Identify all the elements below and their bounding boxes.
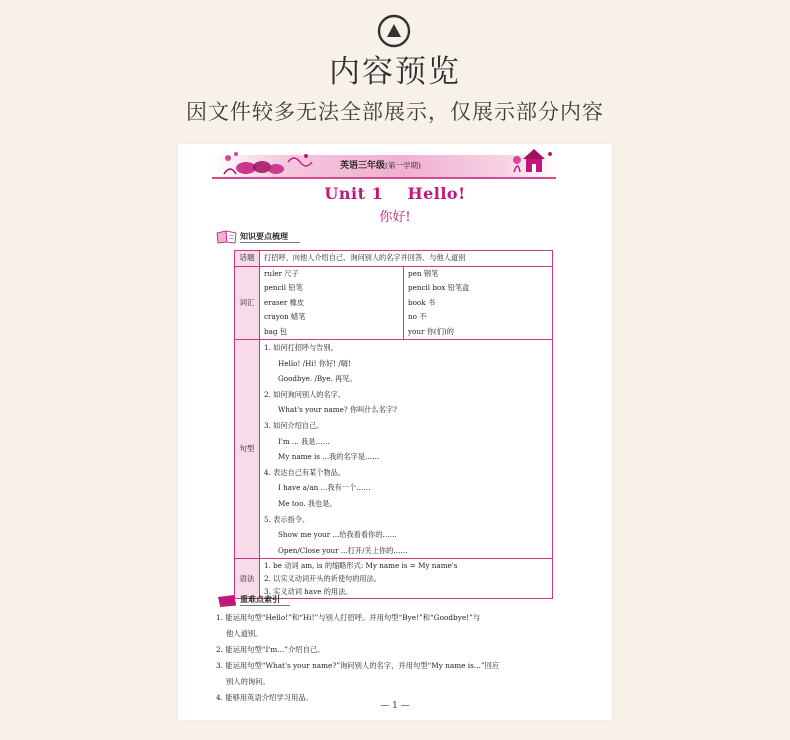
sentence-line: Open/Close your ...打开/关上你的…… [278,545,408,555]
book-term: (第一学期) [385,161,421,170]
keypoint-item: 2. 能运用句型“I'm...”介绍自己。 [216,645,325,654]
book-title: 英语三年级(第一学期) [340,161,421,171]
row-label-grammar: 语法 [235,559,260,599]
sentence-line: 3. 如何介绍自己。 [264,420,324,430]
table-row-topic [235,251,553,267]
vocab-item: ruler 尺子 [264,268,299,278]
row-label-vocab: 词汇 [235,266,260,340]
section-keypoints-label: 重难点索引 [240,594,280,604]
section-knowledge-label: 知识要点梳理 [240,231,288,241]
keypoint-item: 3. 能运用句型“What's your name?”询问别人的名字，并用句型“My name is...”回应 [216,661,500,670]
house-decoration-icon [508,142,556,178]
keypoint-item: 别人的询问。 [226,677,270,686]
vocab-right-column [404,266,553,340]
book-icon [216,230,238,244]
vocab-item: bag 包 [264,326,287,336]
grammar-line: 3. 实义动词 have 的用法。 [264,587,353,597]
vocab-item: pencil box 铅笔盒 [408,283,470,292]
page-subtitle: 因文件较多无法全部展示，仅展示部分内容 [186,100,604,124]
book-icon [216,593,238,607]
section-keypoints-header [216,593,556,607]
vocab-item: no 不 [408,312,427,321]
sentence-line: What's your name? 你叫什么名字? [278,405,397,415]
sentence-line: I'm ... 我是…… [278,436,330,446]
grammar-line: 2. 以实义动词开头的祈使句的用法。 [264,574,381,584]
sentence-line: My name is ...我的名字是…… [278,452,380,462]
section-rule [240,242,300,243]
chevron-up-circle-icon [377,14,411,48]
page-number: — 1 — [380,701,410,711]
sentence-line: 5. 表示指令。 [264,514,310,524]
page-title: 内容预览 [329,54,461,90]
sentence-line: Show me your ...给我看看你的…… [278,530,397,540]
table-row-vocab [235,266,553,340]
sentence-line: Goodbye. /Bye. 再见。 [278,374,357,384]
vocab-item: book 书 [408,297,436,307]
topic-text: 打招呼、向他人介绍自己、询问别人的名字并回答、与他人道别 [260,251,553,267]
vocab-left-column [260,266,404,340]
vocab-item: pen 钢笔 [408,268,439,278]
sentence-line: 2. 如何询问别人的名字。 [264,389,346,399]
keypoint-item: 他人道别。 [226,629,263,638]
vocab-item: your 你(们)的 [408,326,454,336]
vocab-item: eraser 橡皮 [264,297,305,307]
keypoints-list [216,610,601,706]
row-label-topic: 话题 [235,251,260,267]
sentence-line: Me too. 我也是。 [278,498,337,508]
sentence-line: 4. 表达自己有某个物品。 [264,467,346,477]
sentence-patterns [260,340,553,559]
document-page [178,144,612,720]
sentence-line: I have a/an ...我有一个…… [278,483,371,493]
unit-subtitle: 你好! [379,210,411,225]
keypoint-item: 1. 能运用句型“Hello!”和“Hi!”与别人打招呼。并用句型“Bye!”和“Goodbye!”与 [216,613,481,622]
row-label-sentences: 句型 [235,340,260,559]
section-rule [240,605,290,606]
grammar-line: 1. be 动词 am, is 的缩略形式: My name is = My name's [264,561,458,571]
keypoint-item: 4. 能够用英语介绍学习用品。 [216,693,313,702]
table-row-sentences [235,340,553,559]
knowledge-table [234,250,553,599]
sentence-line: 1. 如何打招呼与告别。 [264,343,338,352]
sentence-line: Hello! /Hi! 你好! /嗨! [278,358,351,368]
vocab-item: crayon 蜡笔 [264,312,306,321]
vocab-item: pencil 铅笔 [264,283,303,292]
unit-title: Unit 1 Hello! [324,184,466,203]
flower-decoration-icon [216,148,326,178]
section-knowledge-header [216,230,556,244]
